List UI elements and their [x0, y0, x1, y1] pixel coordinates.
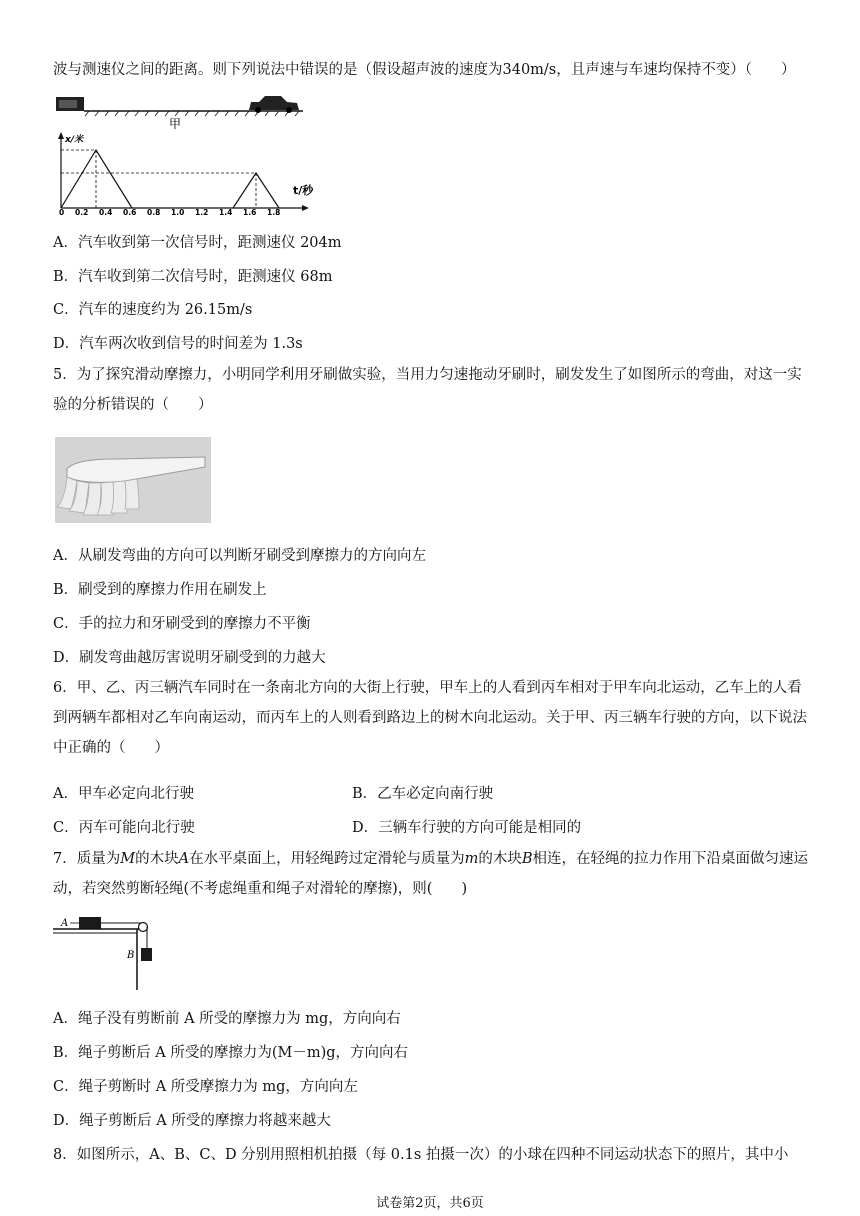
symbol-m: m: [464, 851, 479, 867]
q4-option-a: A．汽车收到第一次信号时，距测速仪 204m: [53, 235, 342, 251]
x-tick: 1.8: [267, 208, 281, 215]
x-tick: 1.4: [219, 208, 233, 215]
label-A: A: [61, 918, 69, 929]
q4-option-b: B．汽车收到第二次信号时，距测速仪 68m: [53, 269, 333, 285]
x-tick: 0.4: [99, 208, 113, 215]
q7-figure: [53, 912, 163, 992]
x-tick: 1.0: [171, 208, 185, 215]
symbol-B: B: [521, 851, 533, 867]
x-tick: 0: [59, 208, 65, 215]
signal-1-line: [61, 150, 132, 208]
x-tick: 1.2: [195, 208, 209, 215]
q6-option-a: A．甲车必定向北行驶: [53, 786, 194, 802]
symbol-M: M: [120, 851, 136, 867]
q5-option-a: A．从刷发弯曲的方向可以判断牙刷受到摩擦力的方向向左: [53, 548, 426, 564]
q6-stem: 6．甲、乙、丙三辆汽车同时在一条南北方向的大街上行驶，甲车上的人看到丙车相对于甲车向北运动，乙车上的人看到两辆车都相对乙车向南运动，而丙车上的人则看到路边上的树木向北运动。关于甲、丙三辆车行驶的方向，以下说法中正确的（ ）: [53, 680, 807, 756]
q5-option-c: C．手的拉力和牙刷受到的摩擦力不平衡: [53, 616, 311, 632]
q5-stem: 5．为了探究滑动摩擦力，小明同学利用牙刷做实验，当用力匀速拖动牙刷时，刷发发生了如图所示的弯曲，对这一实验的分析错误的（ ）: [53, 367, 802, 413]
q4-option-c: C．汽车的速度约为 26.15m/s: [53, 302, 253, 318]
q7-stem: 7．质量为M的木块A在水平桌面上，用轻绳跨过定滑轮与质量为m的木块B相连，在轻绳的拉力作用下沿桌面做匀速运动，若突然剪断轻绳(不考虑绳重和绳子对滑轮的摩擦)，则( ): [53, 851, 808, 897]
block-A: [79, 917, 101, 929]
pulley: [139, 923, 148, 932]
x-tick-labels: [59, 208, 280, 215]
q7-option-d: D．绳子剪断后 A 所受的摩擦力将越来越大: [53, 1113, 331, 1129]
toothbrush-photo: [55, 437, 211, 523]
label-jia: 甲: [169, 117, 182, 131]
q4-figure: [53, 90, 323, 215]
q7-option-c: C．绳子剪断时 A 所受摩擦力为 mg，方向向左: [53, 1079, 358, 1095]
label-B: B: [127, 950, 135, 961]
x-tick: 0.6: [123, 208, 137, 215]
page-footer: 试卷第2页，共6页: [376, 1196, 484, 1211]
block-B: [141, 948, 152, 961]
symbol-A: A: [178, 851, 190, 867]
q5-option-b: B．刷受到的摩擦力作用在刷发上: [53, 582, 267, 598]
q6-option-b: B．乙车必定向南行驶: [352, 786, 494, 802]
q7-option-b: B．绳子剪断后 A 所受的摩擦力为(M－m)g，方向向右: [53, 1045, 409, 1061]
y-axis-label: x/米: [65, 135, 84, 145]
q4-option-d: D．汽车两次收到信号的时间差为 1.3s: [53, 336, 303, 352]
q4-stem-tail: 波与测速仪之间的距离。则下列说法中错误的是（假设超声波的速度为340m/s，且声速与车速均保持不变）（ ）: [53, 62, 796, 78]
q8-stem: 8．如图所示，A、B、C、D 分别用照相机拍摄（每 0.1s 拍摄一次）的小球在四种不同运动状态下的照片，其中小: [53, 1147, 789, 1163]
q6-option-c: C．丙车可能向北行驶: [53, 820, 195, 836]
q5-option-d: D．刷发弯曲越厉害说明牙刷受到的力越大: [53, 650, 326, 666]
x-tick: 0.2: [75, 208, 89, 215]
q6-option-d: D．三辆车行驶的方向可能是相同的: [352, 820, 582, 836]
x-axis-label: t/秒: [293, 184, 314, 197]
x-tick: 1.6: [243, 208, 257, 215]
x-tick: 0.8: [147, 208, 161, 215]
q7-option-a: A．绳子没有剪断前 A 所受的摩擦力为 mg，方向向右: [53, 1011, 401, 1027]
